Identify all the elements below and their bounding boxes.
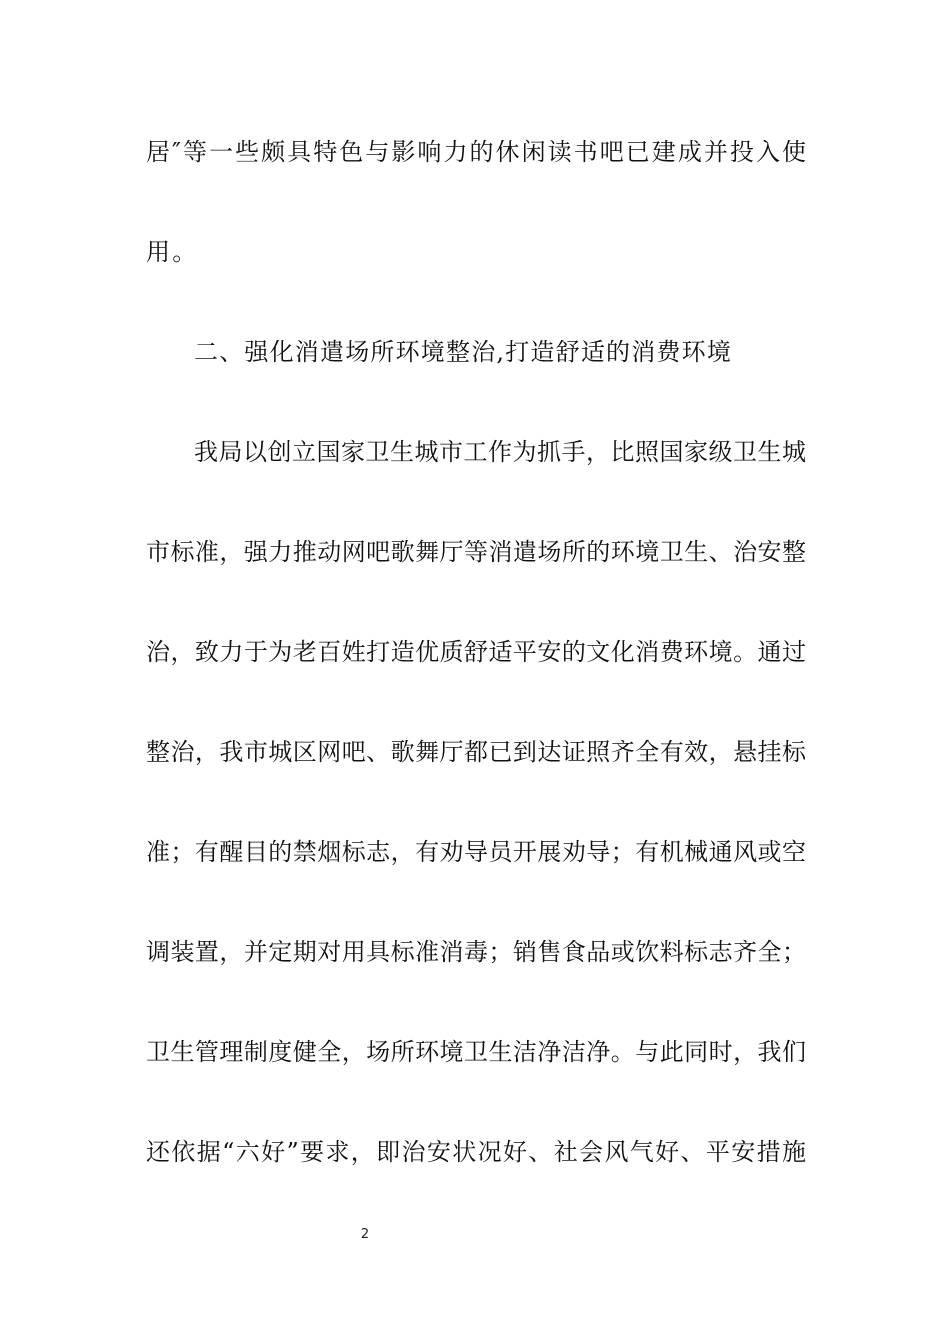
- section-heading: 二、强化消遣场所环境整治,打造舒适的消费环境: [194, 338, 733, 366]
- paragraph-line: 卫生管理制度健全，场所环境卫生洁净洁净。与此同时，我们: [146, 1038, 806, 1066]
- paragraph-line: 我局以创立国家卫生城市工作为抓手，比照国家级卫生城: [194, 438, 806, 466]
- paragraph-line: 居″等一些颇具特色与影响力的休闲读书吧已建成并投入使: [146, 138, 806, 166]
- paragraph-line: 还依据“六好”要求，即治安状况好、社会风气好、平安措施: [146, 1138, 806, 1166]
- paragraph-line: 准；有醒目的禁烟标志，有劝导员开展劝导；有机械通风或空: [146, 838, 806, 866]
- page-number: 2: [360, 1227, 370, 1242]
- paragraph-line: 治，致力于为老百姓打造优质舒适平安的文化消费环境。通过: [146, 638, 806, 666]
- paragraph-line: 市标准，强力推动网吧歌舞厅等消遣场所的环境卫生、治安整: [146, 538, 806, 566]
- paragraph-line: 调装置，并定期对用具标准消毒；销售食品或饮料标志齐全；: [146, 938, 806, 966]
- paragraph-line: 用。: [146, 238, 199, 266]
- paragraph-line: 整治，我市城区网吧、歌舞厅都已到达证照齐全有效，悬挂标: [146, 738, 806, 766]
